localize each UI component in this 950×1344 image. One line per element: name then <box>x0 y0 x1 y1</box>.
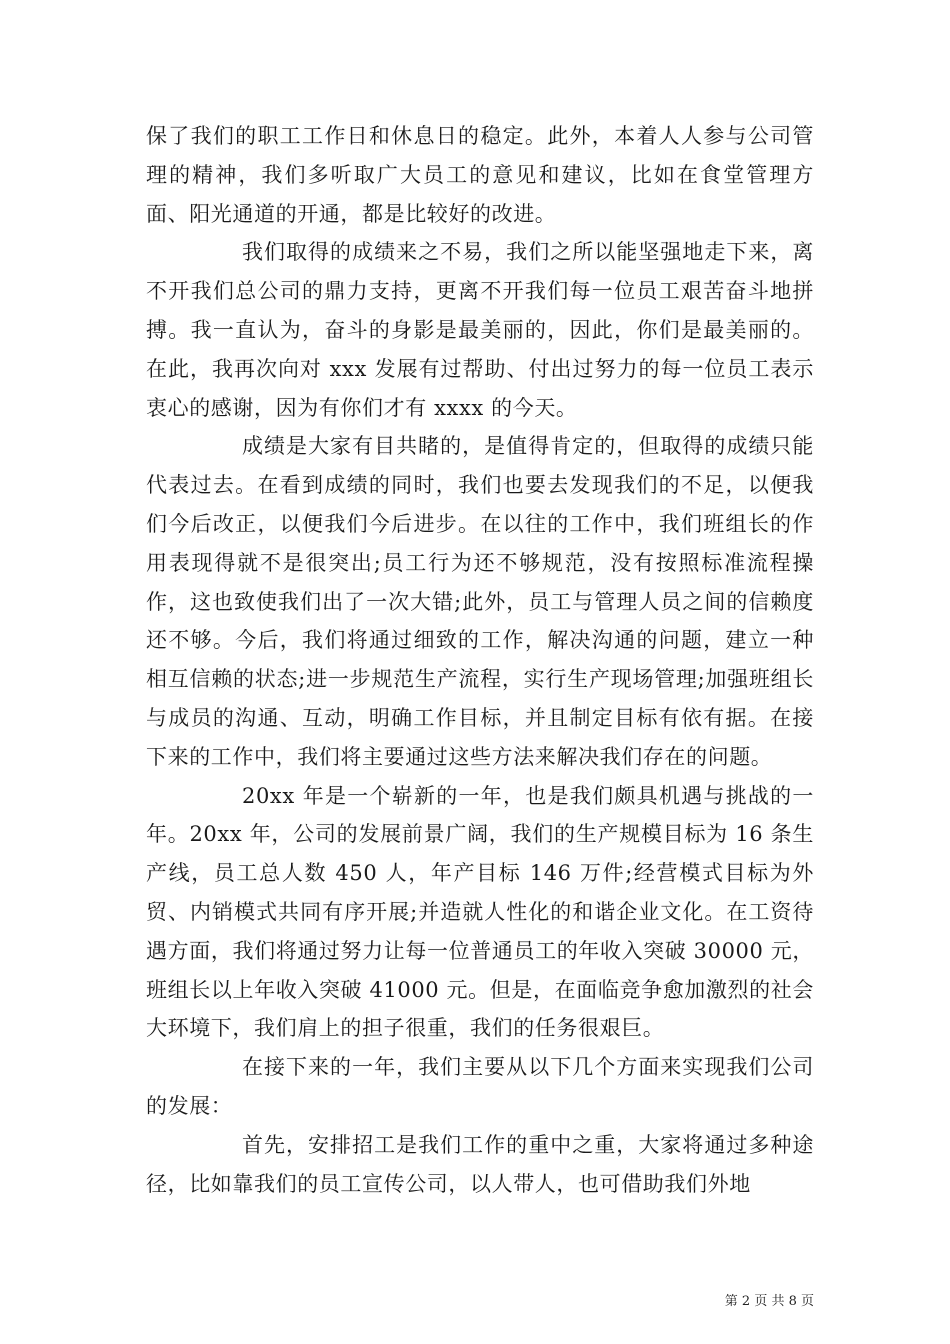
paragraph-plan-intro: 在接下来的一年，我们主要从以下几个方面来实现我们公司的发展： <box>146 1055 814 1118</box>
body-text <box>146 117 814 1203</box>
paragraph-continuation: 保了我们的职工工作日和休息日的稳定。此外，本着人人参与公司管理的精神，我们多听取广大员工的意见和建议，比如在食堂管理方面、阳光通道的开通，都是比较好的改进。 <box>146 124 814 226</box>
page-number: 第 2 页 共 8 页 <box>724 1294 814 1309</box>
paragraph-goals: 20xx 年是一个崭新的一年，也是我们颇具机遇与挑战的一年。20xx 年，公司的发展前景广阔，我们的生产规模目标为 16 条生产线，员工总人数 450 人，年产目标 146 万件;经营模式目标为外贸、内销模式共同有序开展;并造就人性化的和谐企业文化。在工资待遇方面，我们将通过努力让每一位普通员工的年收入突破 30000 元，班组长以上年收入突破 41000 元。但是，在面临竞争愈加激烈的社会大环境下，我们肩上的担子很重，我们的任务很艰巨。 <box>146 783 814 1041</box>
paragraph-achievements: 我们取得的成绩来之不易，我们之所以能坚强地走下来，离不开我们总公司的鼎力支持，更离不开我们每一位员工艰苦奋斗地拼搏。我一直认为，奋斗的身影是最美丽的，因此，你们是最美丽的。在此，我再次向对 xxx 发展有过帮助、付出过努力的每一位员工表示衷心的感谢，因为有你们才有 xxxx 的今天。 <box>146 240 814 420</box>
paragraph-shortcomings: 成绩是大家有目共睹的，是值得肯定的，但取得的成绩只能代表过去。在看到成绩的同时，我们也要去发现我们的不足，以便我们今后改正，以便我们今后进步。在以往的工作中，我们班组长的作用表现得就不是很突出;员工行为还不够规范，没有按照标准流程操作，这也致使我们出了一次大错;此外，员工与管理人员之间的信赖度还不够。今后，我们将通过细致的工作，解决沟通的问题，建立一种相互信赖的状态;进一步规范生产流程，实行生产现场管理;加强班组长与成员的沟通、互动，明确工作目标，并且制定目标有依有据。在接下来的工作中，我们将主要通过这些方法来解决我们存在的问题。 <box>146 434 814 769</box>
paragraph-recruitment: 首先，安排招工是我们工作的重中之重，大家将通过多种途径，比如靠我们的员工宣传公司，以人带人，也可借助我们外地 <box>146 1132 814 1196</box>
